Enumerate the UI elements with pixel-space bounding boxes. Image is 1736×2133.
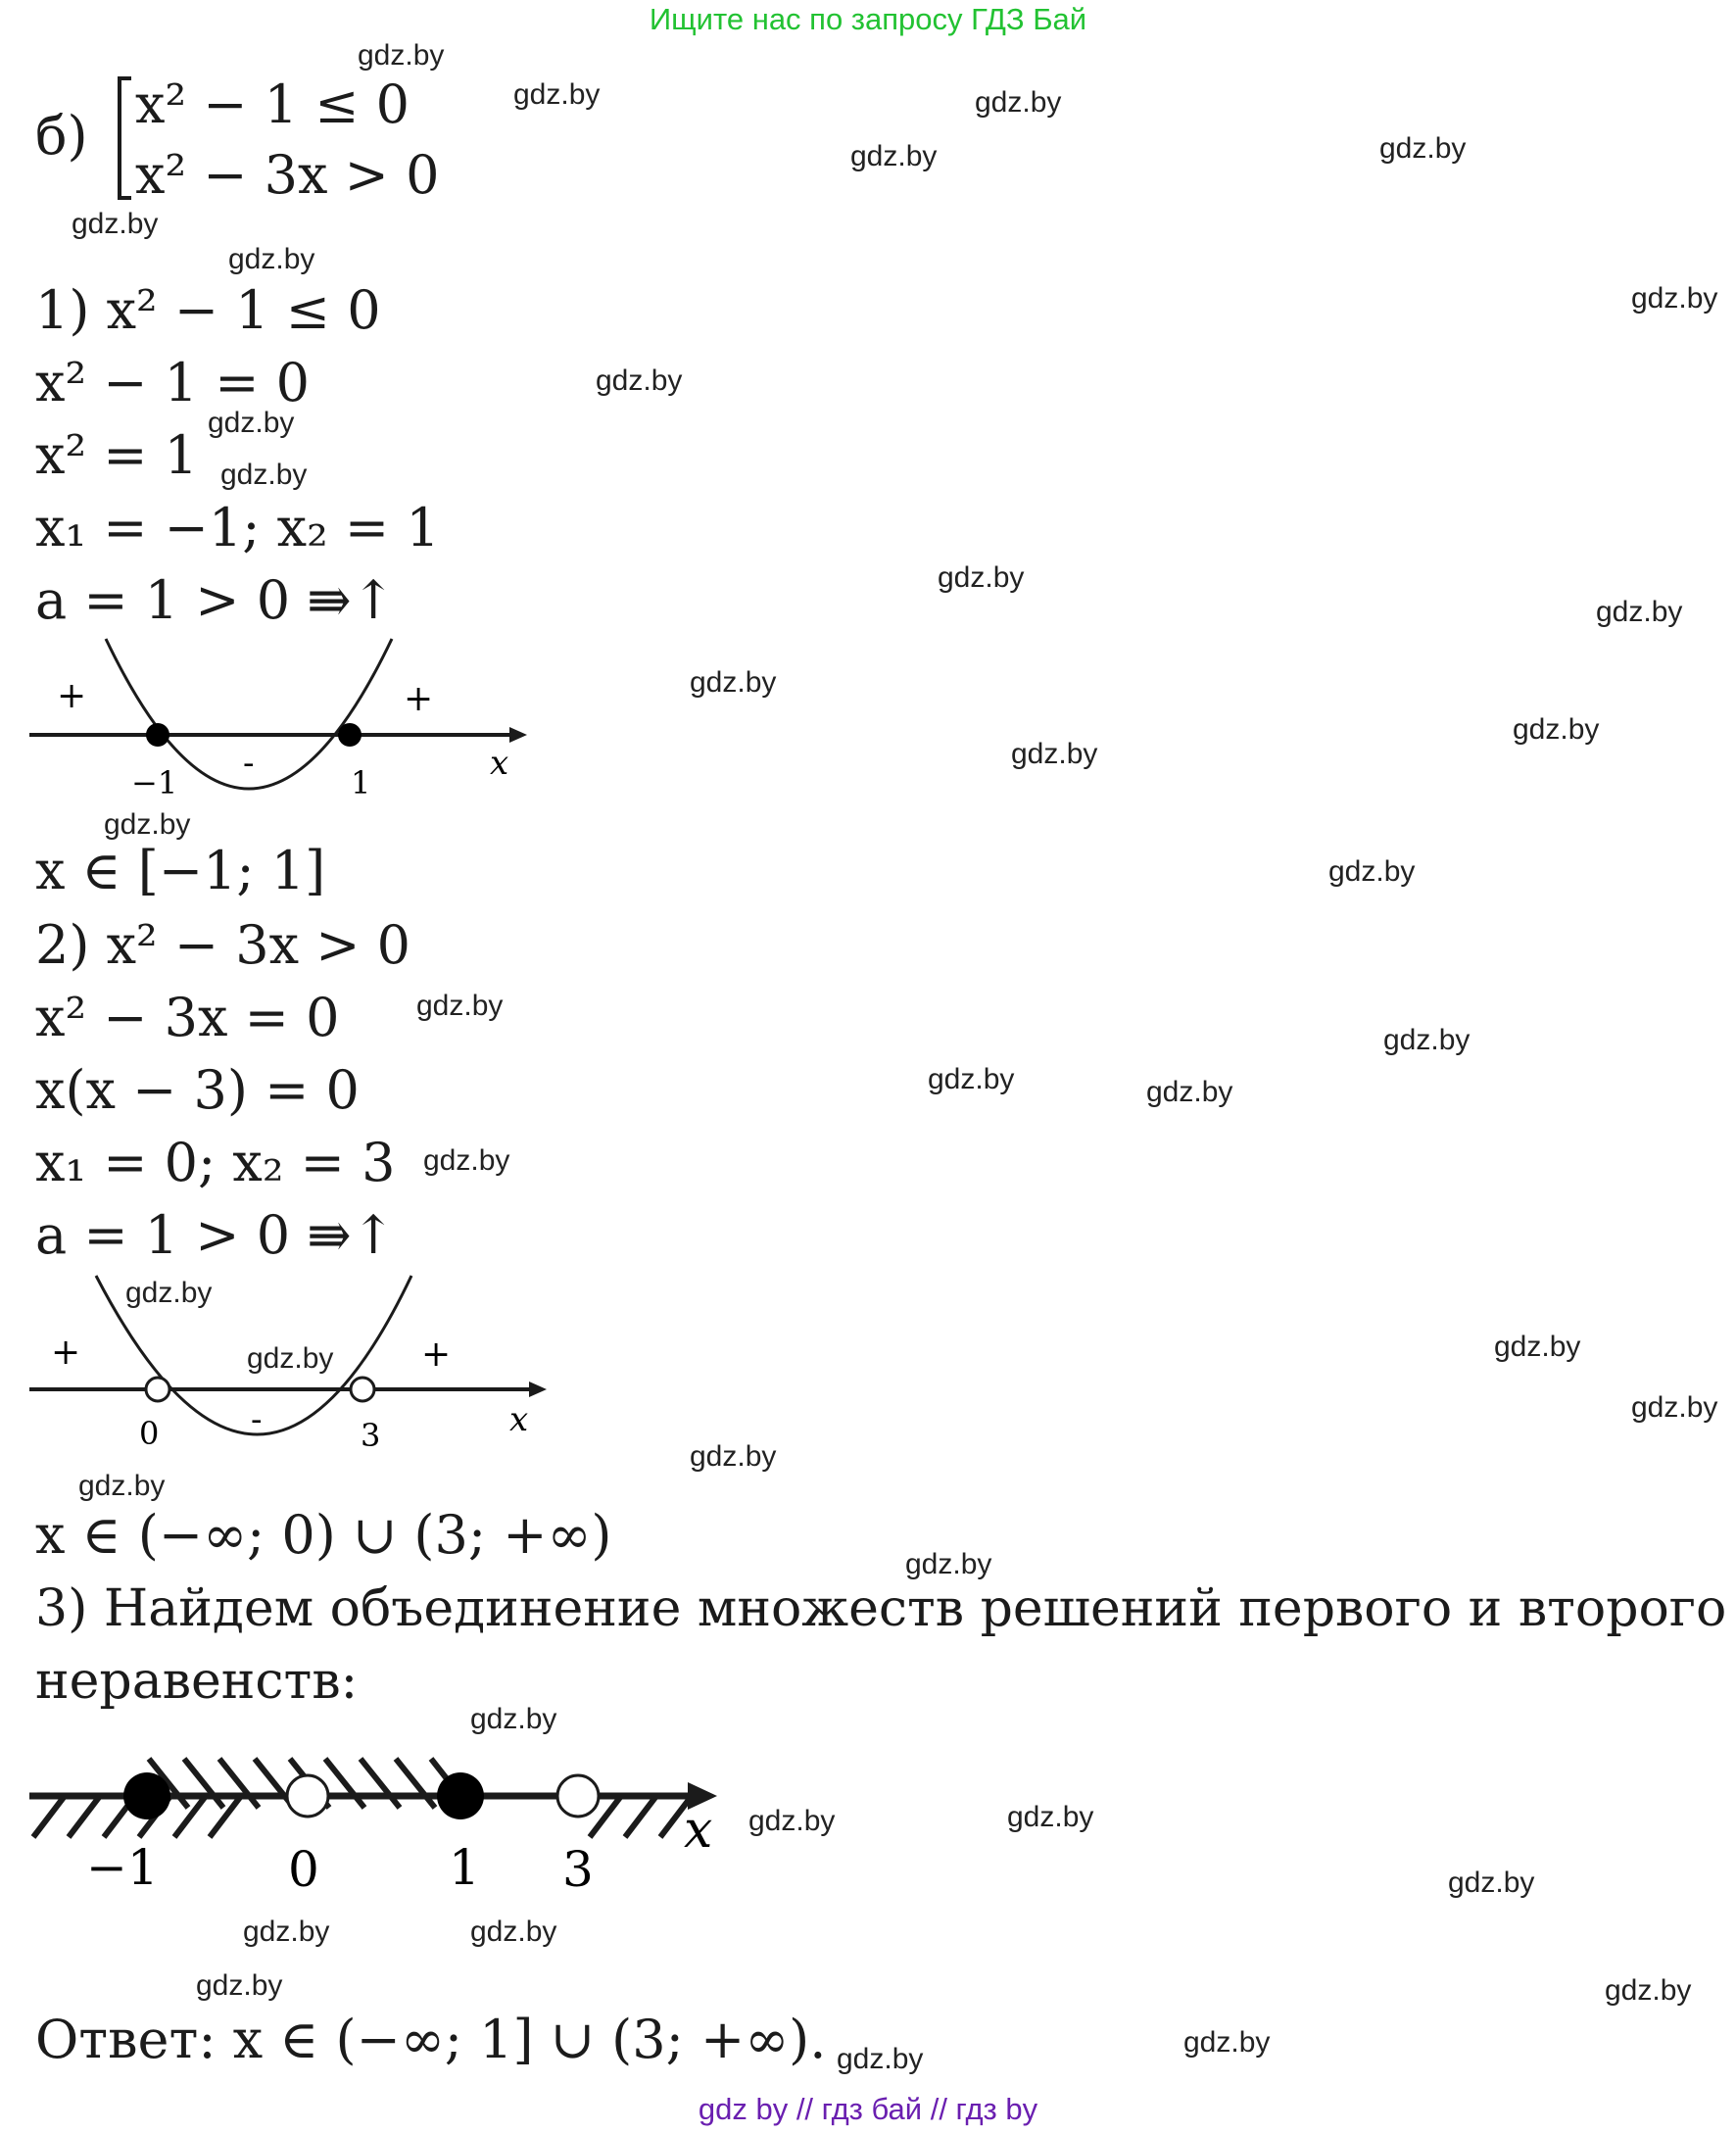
root-point-filled	[338, 723, 362, 747]
axis-label-x: x	[490, 744, 509, 783]
root-label: 1	[351, 764, 371, 801]
problem-label: б)	[35, 105, 88, 167]
watermark: gdz.by	[125, 1277, 213, 1309]
watermark: gdz.by	[690, 666, 777, 699]
system-bracket	[118, 76, 131, 200]
watermark: gdz.by	[850, 140, 938, 172]
root-label: −1	[131, 764, 178, 801]
watermark: gdz.by	[470, 1915, 557, 1948]
point-label: 3	[562, 1841, 594, 1898]
watermark: gdz.by	[1379, 132, 1467, 165]
footer-links: gdz by // гдз бай // гдз by	[698, 2092, 1038, 2126]
sign-plus-left: +	[57, 676, 87, 716]
part1-heading: 1) x² − 1 ≤ 0	[35, 279, 381, 341]
x-axis-arrow	[509, 727, 527, 743]
point-label: 1	[449, 1839, 480, 1896]
watermark: gdz.by	[1328, 855, 1416, 888]
part1-step-1: x² − 1 = 0	[35, 352, 310, 413]
watermark: gdz.by	[1011, 738, 1098, 770]
watermark: gdz.by	[247, 1342, 334, 1375]
sign-plus-right: +	[404, 679, 434, 719]
point-filled-one	[437, 1772, 484, 1819]
point-open-three	[557, 1775, 599, 1817]
root-point-filled	[146, 723, 169, 747]
watermark: gdz.by	[748, 1805, 836, 1837]
watermark: gdz.by	[104, 808, 191, 841]
watermark: gdz.by	[905, 1548, 992, 1580]
root-point-open	[351, 1378, 374, 1401]
watermark: gdz.by	[1383, 1024, 1471, 1056]
watermark: gdz.by	[1596, 596, 1683, 628]
answer-prefix: Ответ:	[35, 2009, 233, 2070]
watermark: gdz.by	[938, 561, 1025, 594]
point-filled-minus-one	[123, 1772, 170, 1819]
system-inequality-2: x² − 3x > 0	[135, 144, 440, 206]
part2-result: x ∈ (−∞; 0) ∪ (3; +∞)	[35, 1504, 612, 1566]
system-inequality-1: x² − 1 ≤ 0	[135, 73, 410, 135]
watermark: gdz.by	[423, 1144, 510, 1177]
part1-step-2: x² = 1	[35, 424, 199, 486]
axis-label-x: x	[509, 1400, 529, 1439]
watermark: gdz.by	[928, 1063, 1015, 1095]
root-label: 0	[139, 1415, 160, 1452]
part1-result: x ∈ [−1; 1]	[35, 840, 326, 901]
watermark: gdz.by	[208, 407, 295, 439]
watermark: gdz.by	[1513, 713, 1600, 746]
watermark: gdz.by	[243, 1915, 330, 1948]
watermark: gdz.by	[1448, 1866, 1535, 1899]
watermark: gdz.by	[1183, 2026, 1271, 2059]
part2-step-4: a = 1 > 0 ⇛↑	[35, 1204, 396, 1266]
watermark: gdz.by	[1007, 1801, 1094, 1833]
part1-step-4: a = 1 > 0 ⇛↑	[35, 569, 396, 631]
union-number-line	[29, 1739, 735, 1906]
part1-step-3: x₁ = −1; x₂ = 1	[35, 497, 440, 558]
watermark: gdz.by	[358, 39, 445, 72]
watermark: gdz.by	[1605, 1974, 1692, 2007]
point-label: 0	[288, 1841, 319, 1898]
watermark: gdz.by	[596, 364, 683, 397]
root-point-open	[146, 1378, 169, 1401]
search-banner: Ищите нас по запросу ГДЗ Бай	[649, 2, 1087, 36]
point-label: −1	[86, 1839, 159, 1896]
part2-step-3: x₁ = 0; x₂ = 3	[35, 1132, 396, 1193]
watermark: gdz.by	[470, 1703, 557, 1735]
watermark: gdz.by	[72, 208, 159, 240]
sign-minus: -	[251, 1400, 263, 1439]
part2-step-2: x(x − 3) = 0	[35, 1059, 360, 1121]
watermark: gdz.by	[513, 78, 601, 111]
part2-parabola-graph	[29, 1274, 549, 1479]
root-label: 3	[361, 1417, 381, 1454]
answer-line	[35, 2009, 827, 2070]
part1-parabola-graph	[29, 637, 539, 833]
watermark: gdz.by	[416, 990, 504, 1022]
point-open-zero	[287, 1775, 328, 1817]
sign-minus: -	[243, 744, 255, 783]
watermark: gdz.by	[690, 1440, 777, 1473]
watermark: gdz.by	[1631, 1391, 1718, 1424]
watermark: gdz.by	[228, 243, 315, 275]
part3-text-line-1: 3) Найдем объединение множеств решений первого и второго	[35, 1579, 1727, 1638]
part3-text-line-2: неравенств:	[35, 1652, 359, 1711]
x-axis-arrow	[529, 1382, 547, 1397]
watermark: gdz.by	[196, 1969, 283, 2002]
sign-plus-left: +	[51, 1333, 81, 1373]
watermark: gdz.by	[975, 86, 1062, 119]
watermark: gdz.by	[1631, 282, 1718, 315]
watermark: gdz.by	[837, 2043, 924, 2075]
axis-label-x: x	[684, 1801, 713, 1860]
part2-step-1: x² − 3x = 0	[35, 987, 340, 1048]
watermark: gdz.by	[1494, 1331, 1581, 1363]
sign-plus-right: +	[421, 1334, 452, 1375]
watermark: gdz.by	[1146, 1076, 1233, 1108]
part2-heading: 2) x² − 3x > 0	[35, 914, 411, 976]
watermark: gdz.by	[78, 1470, 166, 1502]
watermark: gdz.by	[220, 459, 308, 491]
answer-value: x ∈ (−∞; 1] ∪ (3; +∞).	[232, 2009, 827, 2070]
